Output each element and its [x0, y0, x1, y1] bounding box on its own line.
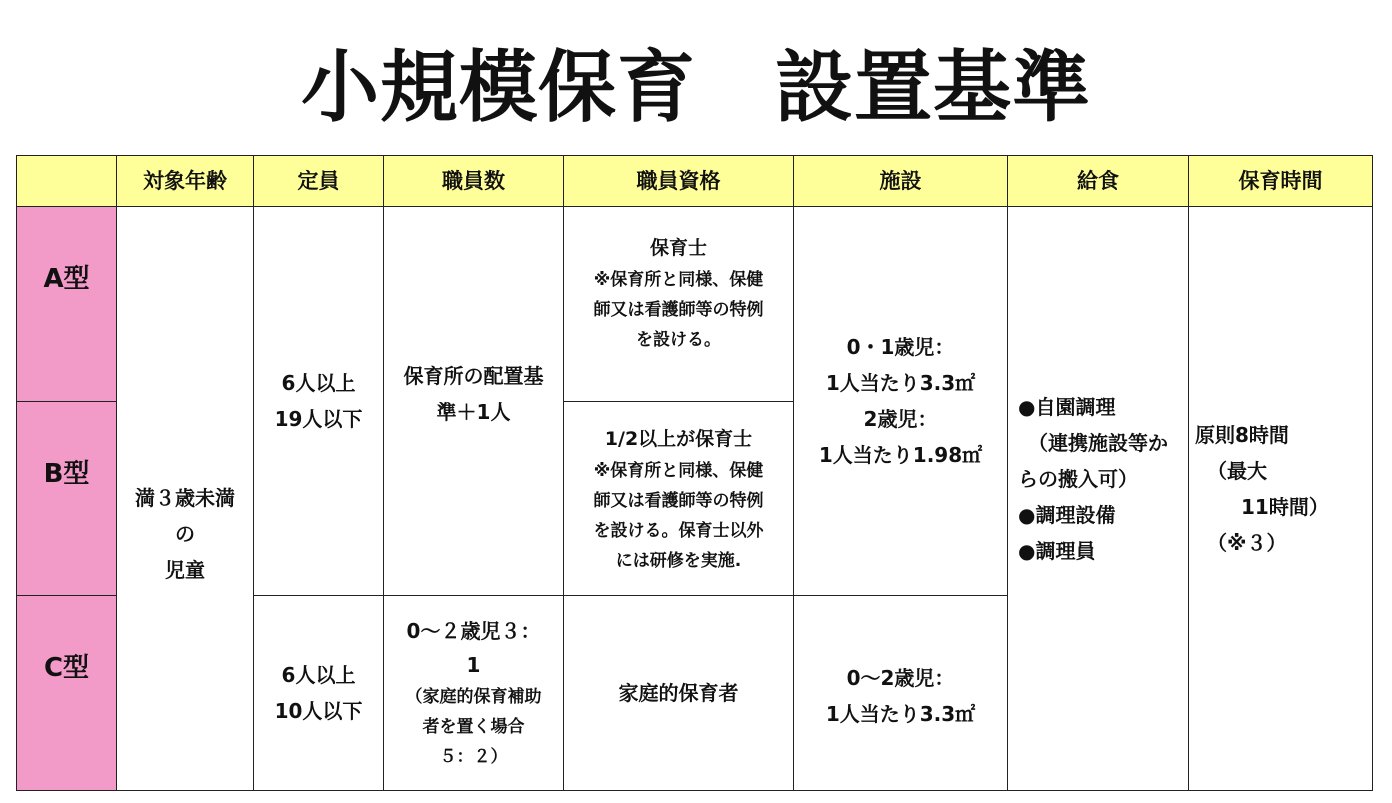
meal-line: ●調理設備: [1018, 502, 1116, 527]
capacity-line: 19人以下: [274, 407, 363, 431]
staff-line: （家庭的保育補助: [405, 687, 542, 707]
header-age: 対象年齢: [117, 156, 254, 207]
staff-line: 0～２歳児３：: [406, 619, 541, 643]
facility-line: 1人当たり1.98㎡: [818, 443, 983, 467]
meal-line: ●調理員: [1018, 538, 1096, 563]
page-title: 小規模保育 設置基準: [300, 43, 1091, 133]
row-label-a: A型: [17, 207, 117, 402]
capacity-line: 10人以下: [274, 699, 363, 723]
age-line: 満３歳未満: [135, 485, 235, 510]
row-type-a: [17, 207, 1373, 402]
cell-capacity-ab: [254, 207, 384, 596]
facility-line: 2歳児：: [863, 407, 938, 431]
qualification-line: 保育士: [649, 237, 707, 259]
header-hours: 保育時間: [1189, 156, 1373, 207]
header-meal: 給食: [1008, 156, 1189, 207]
row-label-c: C型: [17, 596, 117, 791]
facility-line: 0～2歳児：: [846, 666, 955, 690]
cell-age: [117, 207, 254, 791]
meal-line: らの搬入可）: [1018, 466, 1138, 491]
age-line: 児童: [165, 557, 205, 582]
row-label-b: B型: [17, 402, 117, 596]
hours-line: （※３）: [1207, 530, 1287, 555]
staff-line: 1: [466, 653, 481, 677]
standards-table: [16, 155, 1373, 791]
cell-meal: [1008, 207, 1189, 791]
facility-line: 1人当たり3.3㎡: [825, 702, 976, 726]
qualification-line: ※保育所と同様、保健: [593, 270, 764, 290]
header-blank: [17, 156, 117, 207]
cell-staff-c: [384, 596, 564, 791]
header-staff-count: 職員数: [384, 156, 564, 207]
staff-line: 準＋1人: [436, 400, 511, 424]
header-facility: 施設: [794, 156, 1008, 207]
hours-line: 11時間）: [1241, 494, 1329, 519]
qualification-line: 師又は看護師等の特例: [593, 300, 764, 320]
staff-line: ５：２）: [439, 747, 508, 767]
cell-staff-ab: [384, 207, 564, 596]
capacity-line: 6人以上: [281, 371, 356, 395]
qualification-line: には研修を実施.: [615, 550, 742, 571]
staff-line: 保育所の配置基: [403, 364, 544, 388]
header-staff-qualification: 職員資格: [564, 156, 794, 207]
meal-line: ●自園調理: [1018, 394, 1116, 419]
cell-qualification-b: [564, 402, 794, 596]
staff-line: 者を置く場合: [422, 717, 525, 737]
hours-line: （最大: [1207, 458, 1267, 483]
cell-hours: [1189, 207, 1373, 791]
qualification-line: を設ける。: [636, 330, 721, 350]
qualification-line: 師又は看護師等の特例: [593, 490, 764, 511]
header-capacity: 定員: [254, 156, 384, 207]
cell-facility-ab: [794, 207, 1008, 596]
cell-facility-c: [794, 596, 1008, 791]
qualification-line: ※保育所と同様、保健: [593, 460, 764, 481]
qualification-line: 1/2以上が保育士: [604, 427, 753, 450]
qualification-line: を設ける。保育士以外: [593, 520, 764, 541]
cell-capacity-c: [254, 596, 384, 791]
age-line: の: [175, 521, 195, 546]
cell-qualification-c: 家庭的保育者: [564, 596, 794, 791]
meal-line: （連携施設等か: [1028, 430, 1168, 455]
cell-qualification-a: [564, 207, 794, 402]
hours-line: 原則8時間: [1195, 422, 1289, 447]
facility-line: 0・1歳児：: [846, 335, 955, 359]
header-row: [17, 156, 1373, 207]
facility-line: 1人当たり3.3㎡: [825, 371, 976, 395]
capacity-line: 6人以上: [281, 663, 356, 687]
